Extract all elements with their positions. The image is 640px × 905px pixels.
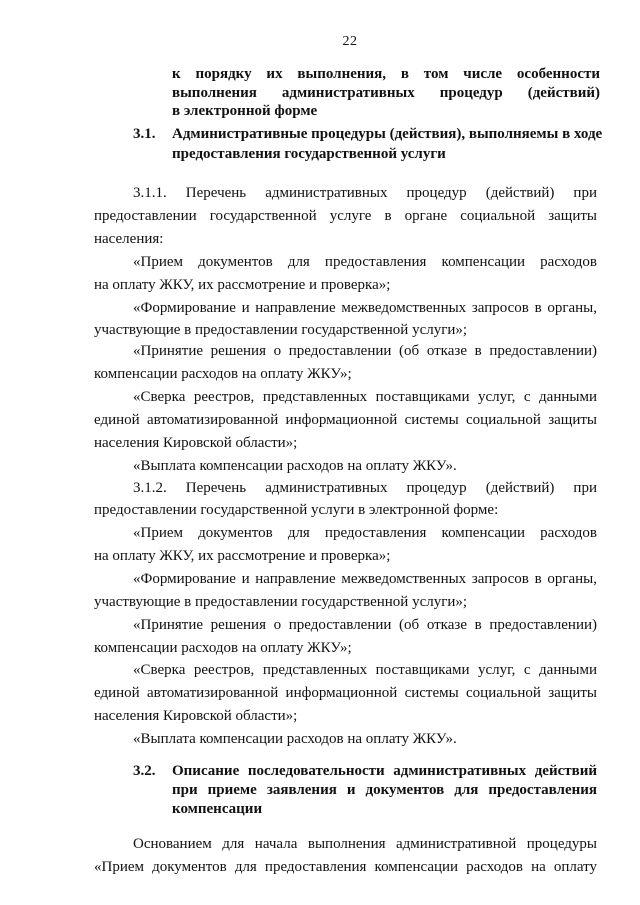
section-heading-line: компенсации [172,801,263,817]
list-item-line: «Принятие решения о предоставлении (об отказе в предоставлении) [133,617,597,633]
list-item-line: «Формирование и направление межведомственных запросов в органы, [133,571,597,587]
list-item-line: населения Кировской области»; [94,435,298,451]
page-number: 22 [342,34,358,49]
list-item-line: населения Кировской области»; [94,708,298,724]
list-item-line: единой автоматизированной информационной системы социальной защиты [94,412,597,428]
list-item-line: на оплату ЖКУ, их рассмотрение и проверка»; [94,277,391,293]
list-item-line: «Прием документов для предоставления компенсации расходов [133,525,597,541]
paragraph-line: «Прием документов для предоставления компенсации расходов на оплату [94,859,597,875]
list-item-line: компенсации расходов на оплату ЖКУ»; [94,366,352,382]
paragraph-line: населения: [94,231,164,247]
list-item-line: «Сверка реестров, представленных поставщиками услуг, с данными [133,662,597,678]
list-item-line: участвующие в предоставлении государственной услуги»; [94,322,468,338]
section-heading-line: Административные процедуры (действия), выполняемы в ходе [172,126,603,142]
paragraph-line: предоставлении государственной услуге в органе социальной защиты [94,208,597,224]
intro-line: в электронной форме [172,103,318,119]
list-item-line: «Сверка реестров, представленных поставщиками услуг, с данными [133,389,597,405]
list-item-line: единой автоматизированной информационной системы социальной защиты [94,685,597,701]
list-item-line: на оплату ЖКУ, их рассмотрение и проверка»; [94,548,391,564]
section-number: 3.1. [133,126,156,142]
list-item-line: «Формирование и направление межведомственных запросов в органы, [133,300,597,316]
paragraph-line: 3.1.2. Перечень административных процедур (действий) при [133,480,597,496]
paragraph-line: предоставлении государственной услуги в электронной форме: [94,502,499,518]
list-item-line: «Выплата компенсации расходов на оплату ЖКУ». [133,458,457,474]
list-item-line: «Выплата компенсации расходов на оплату ЖКУ». [133,731,457,747]
section-number: 3.2. [133,763,156,779]
intro-line: выполнения административных процедур (действий) [172,85,600,101]
intro-line: к порядку их выполнения, в том числе особенности [172,66,600,82]
section-heading-line: предоставления государственной услуги [172,146,446,162]
section-heading-line: Описание последовательности административных действий [172,763,597,779]
section-heading-line: при приеме заявления и документов для предоставления [172,782,597,798]
list-item-line: «Прием документов для предоставления компенсации расходов [133,254,597,270]
paragraph-line: 3.1.1. Перечень административных процедур (действий) при [133,185,597,201]
list-item-line: «Принятие решения о предоставлении (об отказе в предоставлении) [133,343,597,359]
list-item-line: компенсации расходов на оплату ЖКУ»; [94,640,352,656]
list-item-line: участвующие в предоставлении государственной услуги»; [94,594,468,610]
paragraph-line: Основанием для начала выполнения административной процедуры [133,836,597,852]
